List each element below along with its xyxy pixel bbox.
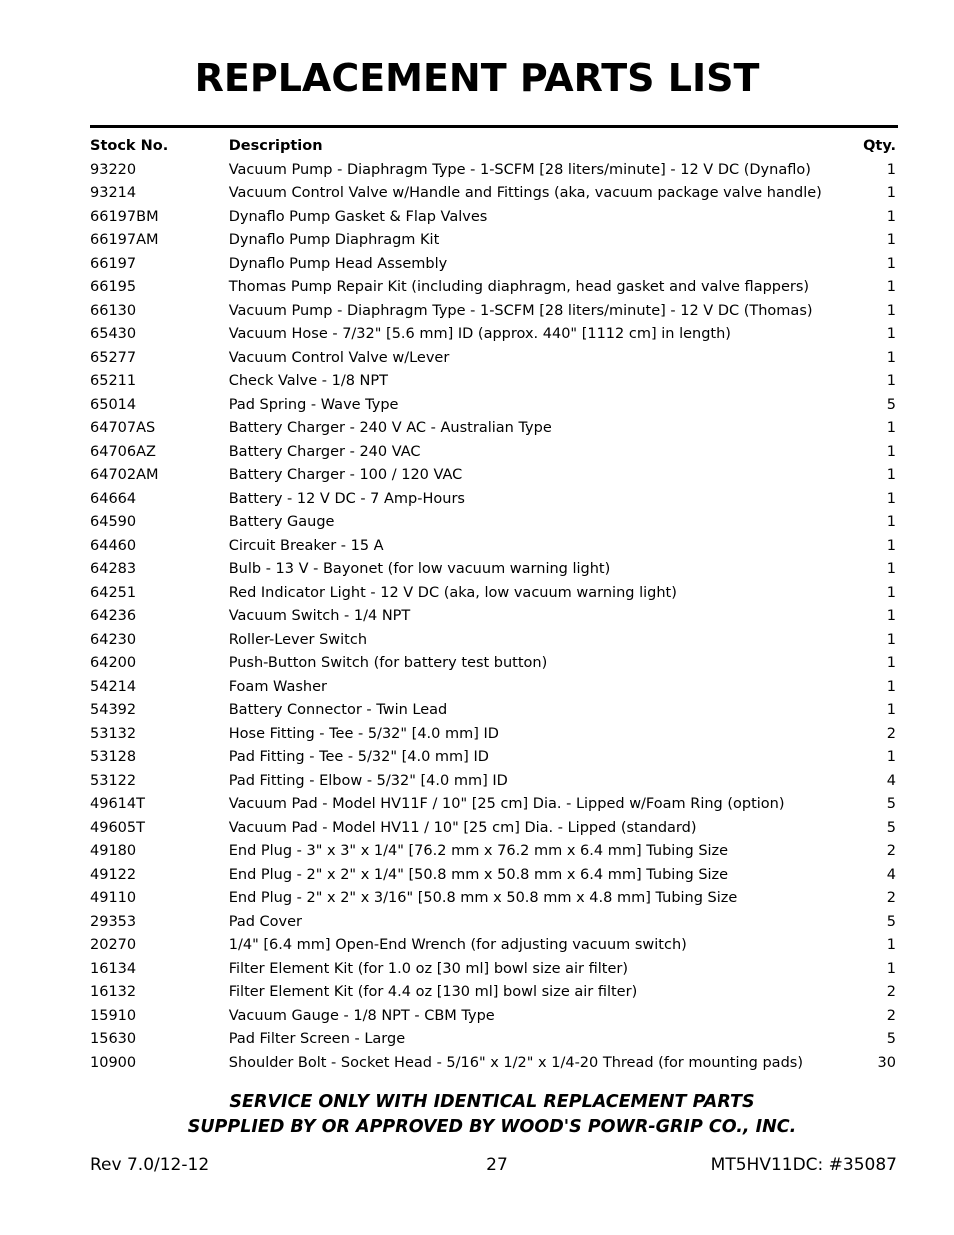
qty-cell: 1 [886, 537, 896, 554]
qty-cell: 4 [886, 772, 896, 789]
qty-cell: 1 [886, 161, 896, 178]
qty-cell: 2 [886, 890, 896, 907]
description-cell: Thomas Pump Repair Kit (including diaphragm, head gasket and valve flappers) [228, 279, 810, 296]
table-row [90, 746, 898, 770]
qty-cell: 1 [886, 373, 896, 390]
stock-no-cell: 53128 [90, 749, 137, 766]
service-notice [0, 1090, 954, 1140]
stock-no-cell: 10900 [90, 1054, 137, 1071]
table-row [90, 205, 898, 229]
description-cell: Filter Element Kit (for 1.0 oz [30 ml] bowl size air filter) [228, 960, 628, 977]
description-cell: Battery Charger - 100 / 120 VAC [228, 467, 463, 484]
table-row [90, 182, 898, 206]
description-cell: Pad Cover [228, 913, 302, 930]
table-row [90, 1028, 898, 1052]
description-cell: Dynaflo Pump Gasket & Flap Valves [228, 208, 488, 225]
qty-cell: 1 [886, 490, 896, 507]
table-row [90, 840, 898, 864]
stock-no-cell: 53122 [90, 772, 137, 789]
stock-no-cell: 16134 [90, 960, 137, 977]
qty-cell: 1 [886, 279, 896, 296]
qty-cell: 2 [886, 843, 896, 860]
qty-cell: 1 [886, 608, 896, 625]
description-cell: Vacuum Pad - Model HV11 / 10" [25 cm] Dia. - Lipped (standard) [228, 819, 697, 836]
table-row [90, 158, 898, 182]
qty-cell: 1 [886, 678, 896, 695]
table-row [90, 276, 898, 300]
table-row [90, 346, 898, 370]
table-row [90, 252, 898, 276]
qty-cell: 1 [886, 702, 896, 719]
table-row [90, 910, 898, 934]
table-row [90, 699, 898, 723]
description-cell: Push-Button Switch (for battery test button) [228, 655, 548, 672]
qty-cell: 30 [877, 1054, 896, 1071]
description-cell: Circuit Breaker - 15 A [228, 537, 384, 554]
table-row [90, 793, 898, 817]
description-cell: Pad Filter Screen - Large [228, 1031, 406, 1048]
table-row [90, 816, 898, 840]
description-cell: Vacuum Gauge - 1/8 NPT - CBM Type [228, 1007, 495, 1024]
stock-no-cell: 93220 [90, 161, 137, 178]
description-cell: Battery - 12 V DC - 7 Amp-Hours [228, 490, 465, 507]
stock-no-cell: 64706AZ [90, 443, 156, 460]
stock-no-cell: 66195 [90, 279, 137, 296]
qty-cell: 2 [886, 1007, 896, 1024]
qty-cell: 1 [886, 514, 896, 531]
table-row [90, 605, 898, 629]
qty-cell: 1 [886, 960, 896, 977]
description-cell: Pad Spring - Wave Type [228, 396, 399, 413]
description-cell: Filter Element Kit (for 4.4 oz [130 ml] bowl size air filter) [228, 984, 638, 1001]
description-cell: Vacuum Pump - Diaphragm Type - 1-SCFM [28 liters/minute] - 12 V DC (Dynaflo) [228, 161, 811, 178]
stock-no-cell: 49605T [90, 819, 145, 836]
table-row [90, 299, 898, 323]
notice-line-1: SERVICE ONLY WITH IDENTICAL REPLACEMENT PARTS [229, 1092, 755, 1112]
qty-cell: 1 [886, 655, 896, 672]
stock-no-cell: 49180 [90, 843, 137, 860]
stock-no-cell: 64283 [90, 561, 137, 578]
header-stock-no: Stock No. [90, 137, 169, 154]
table-row [90, 229, 898, 253]
description-cell: Pad Fitting - Tee - 5/32" [4.0 mm] ID [228, 749, 489, 766]
qty-cell: 5 [886, 1031, 896, 1048]
stock-no-cell: 64664 [90, 490, 137, 507]
stock-no-cell: 64230 [90, 631, 137, 648]
table-row [90, 393, 898, 417]
qty-cell: 1 [886, 631, 896, 648]
qty-cell: 1 [886, 443, 896, 460]
table-row [90, 934, 898, 958]
stock-no-cell: 66197BM [90, 208, 159, 225]
table-row [90, 1051, 898, 1075]
stock-no-cell: 15910 [90, 1007, 137, 1024]
stock-no-cell: 64590 [90, 514, 137, 531]
description-cell: Pad Fitting - Elbow - 5/32" [4.0 mm] ID [228, 772, 508, 789]
table-row [90, 1004, 898, 1028]
qty-cell: 4 [886, 866, 896, 883]
description-cell: Vacuum Control Valve w/Handle and Fittings (aka, vacuum package valve handle) [228, 185, 822, 202]
table-row [90, 534, 898, 558]
table-row [90, 440, 898, 464]
description-cell: 1/4" [6.4 mm] Open-End Wrench (for adjusting vacuum switch) [228, 937, 687, 954]
stock-no-cell: 64702AM [90, 467, 159, 484]
stock-no-cell: 64200 [90, 655, 137, 672]
table-row [90, 652, 898, 676]
notice-line-2: SUPPLIED BY OR APPROVED BY WOOD'S POWR-GRIP CO., INC. [187, 1117, 797, 1137]
table-row [90, 675, 898, 699]
qty-cell: 2 [886, 984, 896, 1001]
qty-cell: 1 [886, 349, 896, 366]
stock-no-cell: 29353 [90, 913, 137, 930]
description-cell: Vacuum Hose - 7/32" [5.6 mm] ID (approx. 440" [1112 cm] in length) [228, 326, 731, 343]
stock-no-cell: 93214 [90, 185, 137, 202]
stock-no-cell: 65430 [90, 326, 137, 343]
qty-cell: 1 [886, 584, 896, 601]
stock-no-cell: 65211 [90, 373, 137, 390]
qty-cell: 1 [886, 937, 896, 954]
table-row [90, 581, 898, 605]
footer-revision: Rev 7.0/12-12 [90, 1155, 210, 1175]
description-cell: Vacuum Switch - 1/4 NPT [228, 608, 411, 625]
description-cell: Battery Connector - Twin Lead [228, 702, 448, 719]
description-cell: Check Valve - 1/8 NPT [228, 373, 389, 390]
description-cell: Vacuum Pump - Diaphragm Type - 1-SCFM [28 liters/minute] - 12 V DC (Thomas) [228, 302, 813, 319]
stock-no-cell: 16132 [90, 984, 137, 1001]
qty-cell: 1 [886, 749, 896, 766]
qty-cell: 1 [886, 255, 896, 272]
table-row [90, 722, 898, 746]
stock-no-cell: 54214 [90, 678, 137, 695]
description-cell: Dynaflo Pump Head Assembly [228, 255, 448, 272]
header-rule [90, 125, 898, 128]
qty-cell: 1 [886, 467, 896, 484]
description-cell: End Plug - 3" x 3" x 1/4" [76.2 mm x 76.2 mm x 6.4 mm] Tubing Size [228, 843, 729, 860]
stock-no-cell: 65014 [90, 396, 137, 413]
parts-table [90, 133, 898, 1075]
description-cell: End Plug - 2" x 2" x 1/4" [50.8 mm x 50.8 mm x 6.4 mm] Tubing Size [228, 866, 729, 883]
qty-cell: 1 [886, 326, 896, 343]
description-cell: Battery Charger - 240 V AC - Australian Type [228, 420, 552, 437]
header-description: Description [228, 137, 323, 154]
qty-cell: 2 [886, 725, 896, 742]
stock-no-cell: 64707AS [90, 420, 156, 437]
table-row [90, 628, 898, 652]
description-cell: End Plug - 2" x 2" x 3/16" [50.8 mm x 50.8 mm x 4.8 mm] Tubing Size [228, 890, 738, 907]
footer-document-id: MT5HV11DC: #35087 [710, 1155, 897, 1175]
description-cell: Battery Charger - 240 VAC [228, 443, 421, 460]
qty-cell: 1 [886, 185, 896, 202]
stock-no-cell: 64460 [90, 537, 137, 554]
stock-no-cell: 66197AM [90, 232, 159, 249]
footer-page-number: 27 [486, 1155, 508, 1175]
description-cell: Vacuum Control Valve w/Lever [228, 349, 450, 366]
qty-cell: 5 [886, 913, 896, 930]
table-row [90, 558, 898, 582]
table-row [90, 464, 898, 488]
stock-no-cell: 64236 [90, 608, 137, 625]
table-row [90, 511, 898, 535]
stock-no-cell: 49122 [90, 866, 137, 883]
table-row [90, 887, 898, 911]
description-cell: Red Indicator Light - 12 V DC (aka, low vacuum warning light) [228, 584, 677, 601]
table-header-row [90, 133, 898, 158]
qty-cell: 1 [886, 420, 896, 437]
description-cell: Roller-Lever Switch [228, 631, 368, 648]
qty-cell: 1 [886, 232, 896, 249]
stock-no-cell: 66197 [90, 255, 137, 272]
qty-cell: 5 [886, 819, 896, 836]
table-row [90, 370, 898, 394]
stock-no-cell: 49614T [90, 796, 145, 813]
stock-no-cell: 20270 [90, 937, 137, 954]
description-cell: Hose Fitting - Tee - 5/32" [4.0 mm] ID [228, 725, 499, 742]
table-row [90, 863, 898, 887]
qty-cell: 1 [886, 208, 896, 225]
table-row [90, 417, 898, 441]
description-cell: Vacuum Pad - Model HV11F / 10" [25 cm] Dia. - Lipped w/Foam Ring (option) [228, 796, 785, 813]
stock-no-cell: 64251 [90, 584, 137, 601]
qty-cell: 5 [886, 396, 896, 413]
description-cell: Dynaflo Pump Diaphragm Kit [228, 232, 440, 249]
description-cell: Shoulder Bolt - Socket Head - 5/16" x 1/2" x 1/4-20 Thread (for mounting pads) [228, 1054, 803, 1071]
table-row [90, 957, 898, 981]
qty-cell: 5 [886, 796, 896, 813]
page-title: REPLACEMENT PARTS LIST [194, 56, 760, 100]
table-row [90, 323, 898, 347]
header-qty: Qty. [863, 137, 896, 154]
parts-table-body [90, 158, 898, 1075]
table-row [90, 769, 898, 793]
stock-no-cell: 54392 [90, 702, 137, 719]
stock-no-cell: 66130 [90, 302, 137, 319]
description-cell: Bulb - 13 V - Bayonet (for low vacuum warning light) [228, 561, 611, 578]
stock-no-cell: 53132 [90, 725, 137, 742]
stock-no-cell: 15630 [90, 1031, 137, 1048]
qty-cell: 1 [886, 302, 896, 319]
description-cell: Foam Washer [228, 678, 327, 695]
stock-no-cell: 65277 [90, 349, 137, 366]
stock-no-cell: 49110 [90, 890, 137, 907]
qty-cell: 1 [886, 561, 896, 578]
table-row [90, 487, 898, 511]
description-cell: Battery Gauge [228, 514, 335, 531]
table-row [90, 981, 898, 1005]
